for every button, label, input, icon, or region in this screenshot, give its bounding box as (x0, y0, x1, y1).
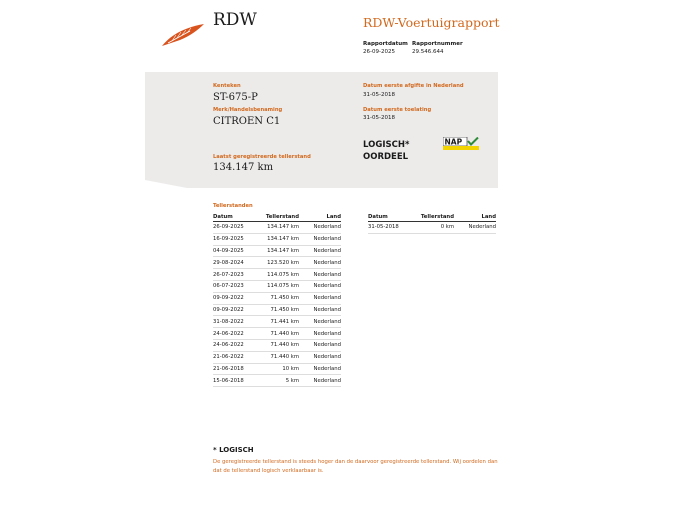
reading-cell: 5 km (285, 377, 299, 384)
brand-name: RDW (213, 10, 257, 30)
col-date: Datum (368, 214, 388, 220)
date-cell: 26-07-2023 (213, 271, 244, 278)
date-cell: 26-09-2025 (213, 224, 244, 231)
country-cell: Nederland (313, 271, 341, 278)
country-cell: Nederland (313, 224, 341, 231)
reading-cell: 10 km (282, 365, 299, 372)
table-row (213, 305, 341, 317)
reading-cell: 71.440 km (270, 342, 299, 349)
date-cell: 24-06-2022 (213, 330, 244, 337)
footnote-title: * LOGISCH (213, 446, 254, 454)
reading-cell: 71.450 km (270, 295, 299, 302)
report-number-label: Rapportnummer (412, 41, 463, 47)
table-row (213, 316, 341, 328)
country-cell: Nederland (313, 259, 341, 266)
first-nl-label: Datum eerste afgifte in Nederland (363, 83, 464, 89)
verdict-line-2: OORDEEL (363, 152, 409, 162)
table-row (213, 293, 341, 305)
country-cell: Nederland (313, 318, 341, 325)
col-country: Land (326, 214, 341, 220)
reading-cell: 134.147 km (267, 236, 299, 243)
date-cell: 15-06-2018 (213, 377, 244, 384)
report-title: RDW-Voertuigrapport (363, 15, 500, 30)
plate-value: ST-675-P (213, 92, 258, 103)
date-cell: 24-06-2022 (213, 342, 244, 349)
table-row (213, 352, 341, 364)
reading-cell: 123.520 km (267, 259, 299, 266)
make-value: CITROEN C1 (213, 116, 281, 127)
country-cell: Nederland (313, 365, 341, 372)
table-row (213, 222, 341, 234)
odometer-value: 134.147 km (213, 162, 274, 173)
date-cell: 31-05-2018 (368, 224, 399, 231)
country-cell: Nederland (313, 342, 341, 349)
date-cell: 31-08-2022 (213, 318, 244, 325)
rdw-logo (160, 22, 206, 48)
date-cell: 21-06-2018 (213, 365, 244, 372)
reading-cell: 134.147 km (267, 247, 299, 254)
date-cell: 21-06-2022 (213, 354, 244, 361)
table-row (213, 257, 341, 269)
first-admission-label: Datum eerste toelating (363, 107, 432, 113)
date-cell: 16-09-2025 (213, 236, 244, 243)
nap-logo-text: NAP (444, 137, 463, 147)
reading-cell: 114.075 km (267, 283, 299, 290)
date-cell: 06-07-2023 (213, 283, 244, 290)
reading-cell: 114.075 km (267, 271, 299, 278)
make-label: Merk/Handelsbenaming (213, 107, 283, 113)
country-cell: Nederland (313, 306, 341, 313)
nap-logo (443, 137, 479, 150)
col-date: Datum (213, 214, 233, 220)
reading-cell: 71.450 km (270, 306, 299, 313)
date-cell: 04-09-2025 (213, 247, 244, 254)
table-row (213, 340, 341, 352)
country-cell: Nederland (313, 283, 341, 290)
country-cell: Nederland (313, 247, 341, 254)
verdict (363, 139, 409, 163)
panel-corner-cut (145, 180, 187, 188)
table-row (213, 364, 341, 376)
table-header (368, 211, 496, 222)
country-cell: Nederland (313, 354, 341, 361)
table-row (213, 375, 341, 387)
first-admission-value: 31-05-2018 (363, 115, 395, 121)
plate-label: Kenteken (213, 83, 241, 89)
col-reading: Tellerstand (420, 214, 454, 220)
reading-cell: 134.147 km (267, 224, 299, 231)
report-date: 26-09-2025 (363, 49, 395, 55)
country-cell: Nederland (313, 377, 341, 384)
readings-table-right (368, 211, 496, 234)
date-cell: 29-08-2024 (213, 259, 244, 266)
verdict-line-1: LOGISCH* (363, 140, 410, 150)
table-row (213, 246, 341, 258)
table-row (213, 281, 341, 293)
report-date-label: Rapportdatum (363, 41, 408, 47)
table-header (213, 211, 341, 222)
date-cell: 09-09-2022 (213, 295, 244, 302)
country-cell: Nederland (313, 236, 341, 243)
country-cell: Nederland (313, 330, 341, 337)
country-cell: Nederland (313, 295, 341, 302)
table-row (368, 222, 496, 234)
date-cell: 09-09-2022 (213, 306, 244, 313)
readings-section-label: Tellerstanden (213, 203, 253, 209)
table-row (213, 269, 341, 281)
odometer-label: Laatst geregistreerde tellerstand (213, 154, 311, 160)
table-row (213, 328, 341, 340)
col-reading: Tellerstand (265, 214, 299, 220)
reading-cell: 71.441 km (270, 318, 299, 325)
col-country: Land (481, 214, 496, 220)
country-cell: Nederland (468, 224, 496, 231)
first-nl-value: 31-05-2018 (363, 92, 395, 98)
table-row (213, 234, 341, 246)
reading-cell: 71.440 km (270, 354, 299, 361)
report-number: 29.546.644 (412, 49, 444, 55)
readings-table-left (213, 211, 341, 387)
reading-cell: 0 km (440, 224, 454, 231)
vehicle-summary-panel (145, 72, 498, 188)
footnote-text: De geregistreerde tellerstand is steeds hoger dan de daarvoor geregistreerde tellerstand. Wij oordelen dan dat de tellerstand logisch verklaarbaar is. (213, 459, 498, 474)
reading-cell: 71.440 km (270, 330, 299, 337)
